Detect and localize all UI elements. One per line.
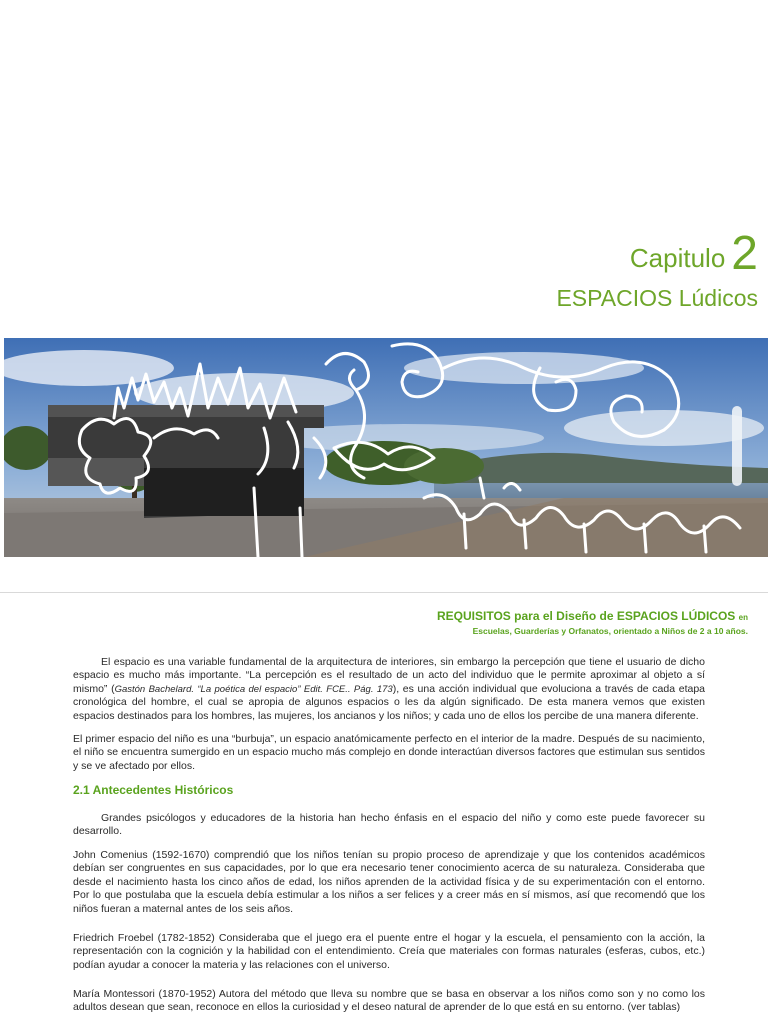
paragraph-3 (73, 812, 705, 839)
requirements-en: en (738, 613, 748, 622)
paragraph-4: John Comenius (1592-1670) comprendió que los niños tenían su propio proceso de aprendizaje y que los contenidos académicos debían ser congruentes en sus capacidades, por lo que era necesario tener conocimiento acerca de su naturaleza. Consideraba que desde el nacimiento hasta los cinco años de edad, los niños aprenden de la actividad física y de su experimentación con el entorno. Por lo que postulaba que la escuela debía estimular a los niños a ser felices y a creer más en sí mismos, así que recomendó que los niños fueran a maternal antes de los seis años. (73, 849, 705, 915)
requirements-main-line (437, 609, 748, 625)
paragraph-3-text: Grandes psicólogos y educadores de la historia han hecho énfasis en el espacio del niño y como este puede favorecer su desarrollo. (73, 812, 705, 838)
requirements-main: REQUISITOS para el Diseño de ESPACIOS LÚDICOS (437, 609, 736, 623)
chapter-title (556, 228, 758, 312)
chapter-name: ESPACIOS Lúdicos (556, 285, 758, 311)
content-page (0, 593, 768, 1024)
banner-illustration (4, 338, 768, 557)
requirements-title (437, 609, 748, 637)
section-heading: 2.1 Antecedentes Históricos (73, 783, 234, 797)
paragraph-6: María Montessori (1870-1952) Autora del método que lleva su nombre que se basa en observar a los niños como son y no como los adultos desean que sean, reconoce en ellos la curiosidad y el deseo natural de aprender de lo que está en su entorno. (ver tablas) (73, 988, 705, 1014)
chapter-label: Capitulo (629, 243, 726, 273)
chapter-label-line (556, 228, 758, 284)
paragraph-1-text-a: El espacio es una variable fundamental de la arquitectura de interiores, sin embargo la percepción que tiene el usuario de dicho espacio es mucho más importante. “La percepción es el resultado de un acto del individuo que le permite aproximar al objeto a sí mismo” ( (73, 656, 705, 695)
paragraph-5: Friedrich Froebel (1782-1852) Consideraba que el juego era el puente entre el hogar y la escuela, el pensamiento con la acción, la representación con la cognición y la habilidad con el entendimiento. Creía que materiales con formas naturales (esferas, cubos, etc.) podían ayudar a conocer la materia y las relaciones con el universo. (73, 932, 705, 971)
paragraph-2: El primer espacio del niño es una “burbuja”, un espacio anatómicamente perfecto en el interior de la madre. Después de su nacimiento, el niño se encuentra sumergido en un espacio mucho más complejo en donde interactúan diversos factores que estimulan sus sentidos y se ve afectado por ellos. (73, 733, 705, 772)
plaza-photo-illustration (4, 338, 768, 557)
requirements-subtitle: Escuelas, Guarderías y Orfanatos, orientado a Niños de 2 a 10 años. (472, 626, 748, 636)
paragraph-1 (73, 656, 705, 723)
paragraph-1-text-b: ), es una acción individual que evoluciona a través de cada etapa cronológica del hombre, el cual se apropia de algunos espacios o les da algún significado. De esta manera vemos que existen espacios destinados para los hombres, las mujeres, los ancianos y los niños; y cada uno de ellos los percibe de una manera diferente. (73, 682, 706, 722)
fountain (732, 406, 742, 486)
citation: Gastón Bachelard. “La poética del espacio” Edit. FCE.. Pág. 173 (114, 683, 393, 695)
chapter-number: 2 (731, 227, 758, 280)
